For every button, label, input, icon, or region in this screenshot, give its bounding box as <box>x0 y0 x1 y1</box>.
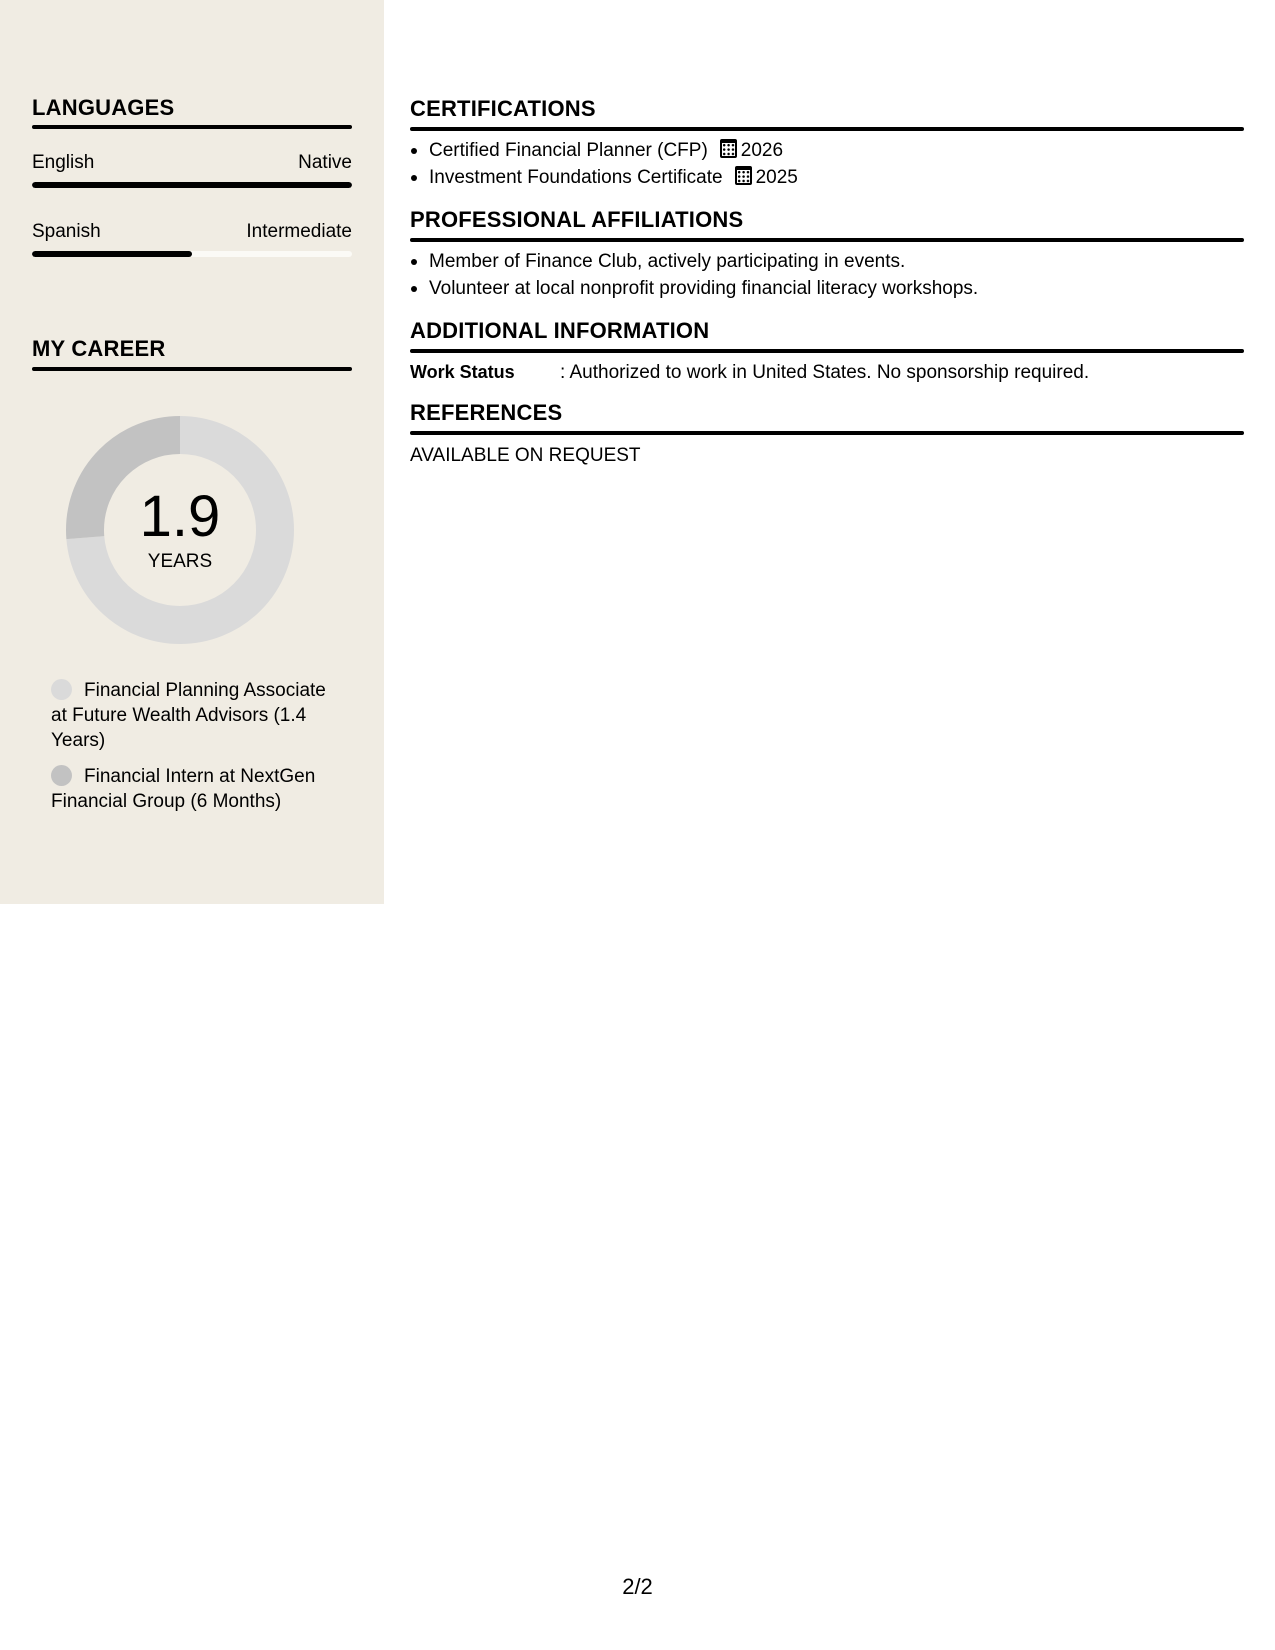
career-total-value: 1.9 <box>139 484 221 549</box>
career-heading: MY CAREER <box>32 336 166 361</box>
additional-info-heading: ADDITIONAL INFORMATION <box>410 318 710 343</box>
list-item <box>410 164 1244 191</box>
career-total-unit: YEARS <box>147 551 213 572</box>
references-divider <box>410 431 1244 435</box>
affiliations-list <box>410 248 1244 302</box>
legend-dot <box>51 679 72 700</box>
affiliations-section <box>410 207 1244 302</box>
languages-heading: LANGUAGES <box>32 95 175 120</box>
work-status-row <box>410 359 1244 386</box>
language-proficiency-fill <box>32 251 192 257</box>
certification-name: Investment Foundations Certificate <box>429 167 723 188</box>
language-proficiency-fill <box>32 182 352 188</box>
certifications-divider <box>410 127 1244 131</box>
language-proficiency-bar <box>32 182 352 188</box>
list-item: Member of Finance Club, actively participating in events. <box>410 248 1244 275</box>
language-name: Spanish <box>32 221 101 242</box>
certification-year: 2025 <box>755 167 798 188</box>
additional-info-section <box>410 318 1244 386</box>
additional-info-divider <box>410 349 1244 353</box>
certification-name: Certified Financial Planner (CFP) <box>429 140 708 161</box>
work-status-value: : Authorized to work in United States. No sponsorship required. <box>560 362 1090 383</box>
list-item: Volunteer at local nonprofit providing financial literacy workshops. <box>410 275 1244 302</box>
sidebar <box>0 0 384 904</box>
references-heading: REFERENCES <box>410 400 563 425</box>
certifications-heading: CERTIFICATIONS <box>410 96 596 121</box>
work-status-label: Work Status <box>410 362 515 382</box>
affiliations-divider <box>410 238 1244 242</box>
legend-dot <box>51 765 72 786</box>
calendar-icon <box>735 166 752 185</box>
career-legend-text: Financial Planning Associate at Future Wealth Advisors (1.4 Years) <box>51 680 326 751</box>
references-section <box>410 400 1244 467</box>
career-legend-item <box>51 678 336 753</box>
page-number: 2/2 <box>622 1574 653 1599</box>
language-name: English <box>32 152 95 173</box>
language-level: Intermediate <box>246 221 352 242</box>
language-proficiency-bar <box>32 251 352 257</box>
list-item <box>410 137 1244 164</box>
calendar-icon <box>720 139 737 158</box>
career-legend-item <box>51 764 336 814</box>
certification-year: 2026 <box>740 140 784 161</box>
references-text: AVAILABLE ON REQUEST <box>410 445 641 466</box>
certifications-section <box>410 96 1244 191</box>
language-level: Native <box>298 152 352 173</box>
career-donut-chart <box>66 416 294 644</box>
certifications-list <box>410 137 1244 191</box>
career-divider <box>32 367 352 371</box>
career-legend-text: Financial Intern at NextGen Financial Group (6 Months) <box>51 766 316 812</box>
affiliations-heading: PROFESSIONAL AFFILIATIONS <box>410 207 744 232</box>
languages-divider <box>32 125 352 129</box>
